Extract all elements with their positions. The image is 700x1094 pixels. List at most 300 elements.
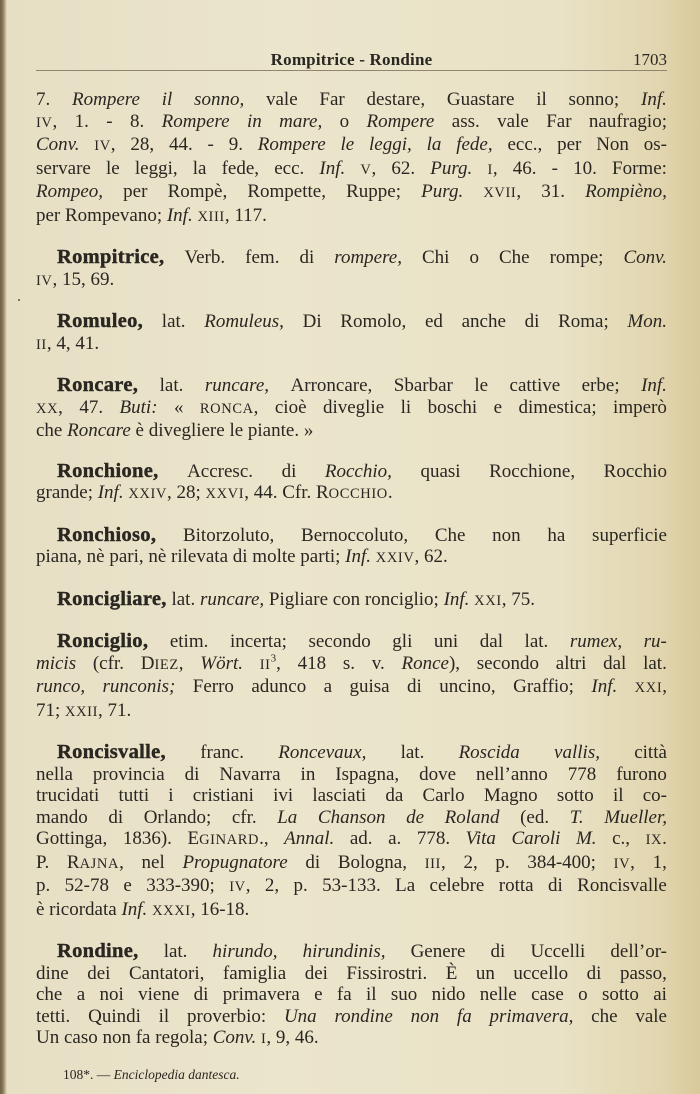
text-run: a	[76, 984, 86, 1005]
text-run: di	[524, 311, 540, 332]
italic-text: runco,	[36, 676, 86, 697]
text-run: fa	[336, 984, 352, 1005]
text-run: di	[586, 962, 602, 984]
word-group	[610, 941, 667, 963]
text-run: 1.	[74, 110, 89, 132]
word-group	[222, 158, 259, 180]
italic-text: Inf.	[591, 676, 618, 697]
word-group	[205, 375, 269, 397]
word-group	[108, 807, 123, 829]
italic-text: Purg.	[421, 181, 464, 202]
word-group	[604, 807, 667, 829]
word-group	[36, 785, 99, 807]
text-run: p.	[293, 875, 308, 896]
text-run: 53-133.	[322, 875, 381, 896]
text-run: Graffio;	[513, 676, 574, 697]
word-group	[487, 158, 497, 182]
word-group	[194, 89, 244, 111]
text-line	[36, 631, 667, 653]
text-run: Bitorzoluto,	[182, 524, 275, 546]
italic-text: Ronce	[401, 652, 449, 674]
word-group	[643, 785, 667, 807]
word-group	[223, 963, 286, 985]
small-caps-text: XXII	[65, 703, 99, 720]
text-run: Quindi	[88, 1005, 141, 1027]
text-run: viene	[138, 984, 180, 1005]
word-group	[653, 852, 667, 874]
word-group	[548, 875, 563, 897]
text-run: 44.	[168, 134, 193, 155]
text-run: noi	[99, 984, 124, 1005]
text-run: Guastare	[446, 89, 515, 110]
word-group	[247, 181, 326, 203]
text-run: nella	[36, 763, 73, 785]
text-run: che	[591, 1005, 618, 1027]
word-group	[274, 158, 304, 180]
word-group	[407, 676, 422, 698]
text-run: 778.	[416, 828, 451, 849]
word-group	[591, 676, 617, 698]
word-group	[395, 875, 415, 897]
word-group	[367, 89, 426, 111]
text-run: diveglie	[322, 396, 385, 418]
text-run: Rompè,	[167, 181, 228, 202]
word-group	[570, 807, 584, 829]
word-group	[213, 941, 278, 963]
italic-text: Propugnatore	[182, 851, 288, 873]
word-group	[118, 785, 149, 807]
text-line	[36, 269, 667, 293]
text-run: di	[281, 460, 297, 482]
italic-text: il	[161, 89, 173, 110]
word-group	[36, 1006, 70, 1028]
word-group	[187, 1006, 266, 1028]
italic-text: Inf.	[641, 89, 667, 110]
word-group	[349, 676, 389, 698]
word-group	[627, 311, 667, 333]
word-group	[557, 134, 581, 156]
word-group	[491, 941, 506, 963]
word-group	[130, 134, 154, 156]
word-group	[146, 875, 215, 897]
word-group	[511, 828, 560, 850]
word-group	[200, 653, 243, 675]
text-run: È	[445, 962, 458, 984]
text-run: è ricordata	[36, 898, 122, 920]
italic-text: Inf.	[443, 588, 470, 610]
italic-text: Annal.	[284, 828, 335, 849]
word-group	[554, 742, 600, 764]
word-group	[401, 742, 425, 764]
word-group	[641, 89, 667, 111]
word-group	[346, 963, 427, 985]
word-group	[569, 89, 620, 111]
small-caps-text: OCCHIO	[328, 486, 388, 502]
italic-text: mare,	[279, 110, 323, 132]
word-group	[298, 653, 327, 675]
word-group	[57, 941, 139, 963]
word-group	[75, 111, 89, 133]
word-group	[36, 181, 103, 203]
word-group	[483, 181, 521, 205]
word-group	[106, 158, 120, 180]
word-group	[497, 111, 529, 133]
word-group	[340, 134, 354, 156]
text-run: (cfr.	[92, 652, 124, 674]
small-caps-text: IV	[36, 114, 53, 131]
small-caps-text: XXIV	[375, 550, 415, 566]
text-run: ecc.,	[507, 134, 543, 155]
text-run: Far	[546, 110, 572, 132]
word-group	[162, 311, 186, 333]
headword: Rondine,	[57, 940, 139, 962]
word-group	[604, 461, 667, 483]
word-group	[160, 375, 184, 397]
word-group	[527, 852, 596, 874]
word-group	[182, 852, 287, 874]
italic-text: Una	[283, 1005, 317, 1027]
italic-text: Conv.	[36, 134, 80, 155]
text-run: tutti	[118, 785, 150, 806]
text-run: provincia	[92, 763, 165, 785]
word-group	[319, 158, 345, 180]
headword: Romuleo,	[57, 310, 144, 332]
text-line	[36, 941, 667, 963]
word-group	[144, 807, 212, 829]
headword: Rompitrice,	[57, 246, 165, 268]
text-run: nido	[431, 984, 466, 1005]
word-group	[94, 134, 115, 158]
small-caps-text: II	[36, 336, 47, 353]
text-run: adunco	[251, 676, 307, 697]
text-run: nelle	[479, 984, 517, 1005]
italic-text: Chanson	[317, 806, 386, 828]
text-run: trucidati	[36, 785, 100, 806]
word-group	[229, 875, 250, 899]
word-group	[366, 984, 377, 1006]
text-run: celebre	[429, 875, 485, 896]
word-group	[301, 525, 408, 547]
text-run: uni	[433, 631, 459, 652]
text-run: Roncisvalle	[577, 875, 667, 896]
word-group	[573, 158, 597, 180]
word-group	[536, 89, 547, 111]
word-group	[141, 653, 184, 677]
text-run: 46.	[512, 157, 537, 179]
text-run: dei	[87, 962, 111, 984]
text-run: «	[173, 396, 184, 418]
word-group	[106, 111, 112, 133]
italic-text: le	[340, 134, 355, 155]
word-group	[103, 676, 176, 698]
text-run: , 16-18.	[190, 898, 250, 920]
paper-speck	[18, 299, 20, 301]
word-group	[318, 807, 386, 829]
dictionary-entry	[36, 461, 667, 506]
dictionary-body	[36, 89, 667, 1084]
word-group	[547, 525, 565, 547]
italic-text: hirundo,	[212, 941, 278, 962]
text-run: ,	[119, 851, 124, 873]
word-group	[613, 397, 667, 419]
text-run: Ruppe;	[346, 181, 402, 202]
text-line	[36, 676, 667, 700]
small-caps-text: XXI	[634, 680, 663, 696]
text-run: ai	[653, 984, 667, 1005]
headword: Roncisvalle,	[57, 741, 166, 763]
word-group	[230, 631, 287, 653]
word-group	[36, 764, 73, 786]
small-caps-text: AJNA	[79, 855, 120, 872]
word-group	[635, 1006, 667, 1028]
text-run: 52-78	[64, 875, 109, 896]
text-run: Navarra	[219, 763, 281, 785]
text-run: 1,	[652, 851, 667, 873]
word-group	[36, 653, 76, 675]
word-group	[79, 397, 103, 419]
word-group	[57, 375, 138, 397]
headword: Roncigliare,	[57, 587, 167, 610]
italic-text: Rompere	[72, 89, 140, 110]
text-line	[36, 247, 667, 269]
word-group	[614, 852, 635, 876]
text-run: 418	[297, 652, 327, 674]
word-group	[411, 941, 466, 963]
word-group	[72, 89, 140, 111]
italic-text: in	[246, 110, 262, 132]
word-group	[434, 631, 458, 653]
word-group	[556, 653, 587, 675]
text-run: , 75.	[501, 588, 535, 610]
word-group	[391, 158, 415, 180]
text-run: , 15, 69.	[52, 268, 115, 290]
word-group	[419, 764, 456, 786]
word-group	[319, 89, 344, 111]
italic-text: Inf.	[121, 898, 148, 920]
small-caps-text: XXXI	[152, 902, 191, 919]
word-group	[484, 785, 538, 807]
text-run: 47.	[79, 396, 104, 418]
word-group	[314, 984, 322, 1006]
headword: Ronchioso,	[57, 523, 157, 546]
text-run: dove	[419, 763, 457, 785]
text-run: 8.	[130, 110, 145, 132]
word-group	[247, 111, 262, 133]
text-run: che	[36, 984, 63, 1005]
small-caps-text: XIII	[197, 208, 225, 225]
text-run: erbe;	[581, 375, 620, 396]
word-group	[644, 134, 667, 156]
text-run: lat.	[643, 652, 667, 674]
word-group	[279, 111, 322, 133]
text-run: servare	[36, 157, 91, 179]
word-group	[135, 158, 178, 180]
word-group	[208, 134, 214, 156]
text-line	[36, 963, 667, 985]
word-group	[466, 828, 496, 850]
word-group	[193, 676, 234, 698]
word-group	[277, 807, 297, 829]
text-run: ,	[662, 676, 667, 697]
text-run: rompe;	[549, 247, 604, 268]
text-run: (ed.	[520, 806, 550, 828]
italic-text: Mueller,	[604, 806, 667, 828]
text-run: Accresc.	[187, 460, 254, 482]
word-group	[530, 941, 585, 963]
word-group	[643, 653, 667, 675]
text-run: dal	[479, 631, 503, 652]
text-run: ,	[492, 157, 498, 179]
word-group	[305, 852, 320, 874]
word-group	[36, 134, 79, 156]
text-line	[36, 700, 667, 724]
text-run: dell’or-	[610, 941, 667, 962]
italic-text: Conv.	[212, 1027, 257, 1048]
running-title: Rompitrice - Rondine	[270, 50, 433, 69]
text-run: -	[207, 134, 214, 155]
word-group	[510, 375, 561, 397]
word-group	[57, 631, 148, 653]
word-group	[552, 158, 558, 180]
small-caps-text: I	[487, 161, 493, 178]
text-run: 778	[567, 763, 597, 785]
word-group	[459, 742, 520, 764]
text-run: ,	[276, 652, 281, 674]
word-group	[335, 764, 399, 786]
word-group	[36, 984, 62, 1006]
running-header	[36, 50, 667, 72]
text-run: non	[492, 524, 521, 546]
word-group	[592, 525, 667, 547]
word-group	[334, 247, 402, 269]
word-group	[187, 828, 268, 852]
text-run: a	[323, 676, 333, 697]
italic-text: Roland	[444, 806, 500, 828]
word-group	[308, 631, 370, 653]
word-group	[323, 397, 384, 419]
text-run: o	[469, 247, 479, 268]
word-group	[577, 875, 667, 897]
text-run: anche	[461, 311, 506, 332]
text-run: il	[158, 1005, 170, 1027]
small-caps-text: IV	[36, 272, 53, 289]
text-run: s.	[342, 652, 355, 674]
text-line	[36, 375, 667, 397]
word-group	[401, 653, 460, 675]
italic-text: vallis,	[554, 742, 600, 763]
italic-text: Purg.	[430, 157, 473, 179]
dictionary-entry	[36, 631, 667, 723]
text-run: vale	[497, 110, 529, 132]
italic-text: rompere,	[334, 247, 402, 268]
word-group	[457, 1006, 472, 1028]
word-group	[299, 247, 314, 269]
word-group	[229, 134, 243, 156]
word-group	[360, 158, 376, 182]
word-group	[499, 875, 534, 897]
word-group	[385, 785, 403, 807]
word-group	[591, 1006, 617, 1028]
word-group	[439, 676, 495, 698]
text-run: 2,	[463, 851, 478, 873]
word-group	[275, 397, 307, 419]
word-group	[430, 158, 472, 180]
word-group	[303, 941, 386, 963]
word-group	[489, 1006, 573, 1028]
word-group	[576, 828, 597, 850]
word-group	[602, 984, 639, 1006]
word-group	[463, 852, 477, 874]
word-group	[93, 764, 165, 786]
word-group	[406, 807, 424, 829]
text-run: os-	[643, 134, 667, 155]
word-group	[57, 461, 159, 483]
word-group	[372, 653, 385, 675]
dictionary-entry	[36, 375, 667, 442]
text-run: Arroncare,	[290, 375, 373, 396]
text-run: Chi	[422, 247, 450, 268]
small-caps-text: IV	[613, 855, 631, 872]
word-group	[130, 111, 144, 133]
text-run: boschi	[427, 396, 478, 418]
italic-text: ru-	[643, 631, 667, 652]
text-run: Carlo	[422, 785, 465, 806]
text-run: , 62.	[414, 546, 448, 567]
text-run: p.	[495, 851, 510, 873]
italic-text: Inf.	[166, 204, 193, 226]
text-run: secondo	[308, 631, 371, 652]
text-line	[36, 134, 667, 158]
header-rule	[36, 70, 667, 71]
text-line	[36, 205, 667, 229]
text-run: il	[366, 984, 377, 1005]
text-run: fede,	[221, 157, 260, 179]
word-group	[159, 1006, 170, 1028]
text-line	[36, 875, 667, 899]
word-group	[57, 525, 156, 547]
text-run: -	[551, 157, 558, 179]
text-run: e	[314, 984, 323, 1005]
text-run: ,	[371, 157, 377, 179]
text-run: piana, nè pari, nè rilevata di molte parti;	[36, 546, 346, 567]
word-group	[557, 785, 594, 807]
text-run: Cantatori,	[128, 962, 205, 984]
small-caps-text: XXI	[474, 592, 502, 609]
text-run: Sbarbar	[393, 375, 453, 396]
text-run: Di	[302, 311, 322, 332]
text-run: Uccelli	[530, 941, 586, 962]
word-group	[494, 397, 502, 419]
dictionary-entry	[36, 311, 667, 356]
text-run: cioè	[274, 396, 307, 418]
text-run: -	[106, 110, 113, 132]
word-group	[411, 1006, 440, 1028]
small-caps-text: III	[424, 855, 441, 872]
word-group	[394, 375, 453, 397]
text-run: .	[662, 828, 667, 849]
text-run: La	[395, 875, 416, 896]
word-group	[170, 631, 209, 653]
italic-text: Roncare	[67, 420, 131, 441]
text-run: ,	[253, 396, 259, 418]
italic-text: primavera,	[489, 1005, 574, 1027]
text-run: ed	[424, 311, 443, 332]
text-line	[36, 461, 667, 483]
text-run: tetti.	[36, 1005, 71, 1027]
text-run: rotta	[498, 875, 534, 896]
word-group	[369, 134, 412, 156]
text-run: 384-400;	[527, 851, 596, 873]
